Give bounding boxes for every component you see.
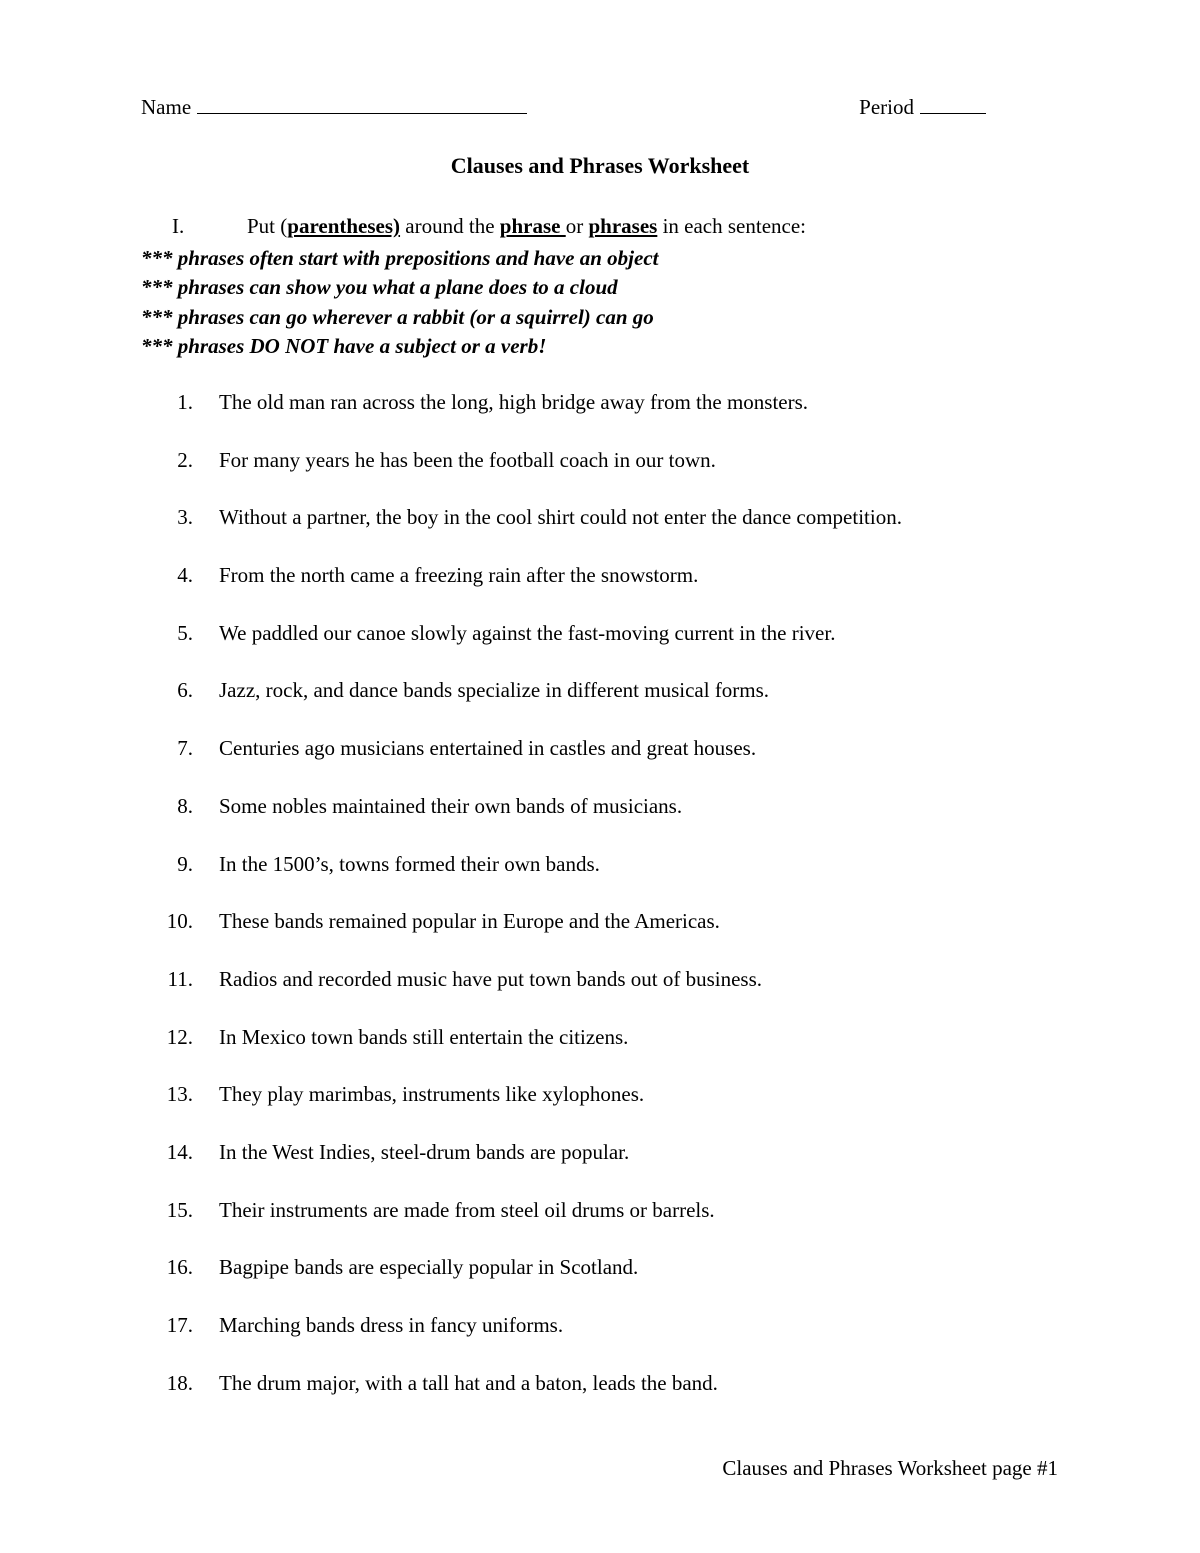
sentence-number: 13. — [166, 1082, 193, 1107]
sentence-number: 15. — [166, 1197, 193, 1222]
sentence-text: Some nobles maintained their own bands of musicians. — [219, 793, 683, 818]
sentence-number: 3. — [177, 505, 193, 530]
period-blank-line[interactable] — [920, 93, 986, 114]
sentence-text: The old man ran across the long, high bridge away from the monsters. — [219, 390, 809, 414]
sentence-text: We paddled our canoe slowly against the fast-moving current in the river. — [219, 620, 836, 645]
sentence-text: Radios and recorded music have put town bands out of business. — [219, 966, 762, 991]
tip-item: *** phrases can go wherever a rabbit (or a squirrel) can go — [141, 304, 654, 329]
page-footer: Clauses and Phrases Worksheet page #1 — [722, 1456, 1058, 1480]
sentence-text: Centuries ago musicians entertained in castles and great houses. — [219, 736, 757, 761]
sentence-number: 16. — [166, 1255, 193, 1280]
page-title: Clauses and Phrases Worksheet — [450, 153, 750, 178]
name-label: Name — [141, 95, 192, 119]
period-label: Period — [859, 95, 914, 119]
sentence-number: 10. — [166, 909, 193, 934]
sentence-number: 12. — [166, 1024, 193, 1049]
tips-list — [141, 244, 658, 361]
header-row — [141, 93, 986, 123]
instruction-text-3: or — [565, 214, 589, 238]
period-field — [859, 93, 986, 120]
sentence-text: The drum major, with a tall hat and a baton, leads the band. — [219, 1370, 718, 1395]
instruction-emphasis-phrases: phrases — [588, 214, 658, 238]
sentence-number: 7. — [177, 736, 193, 761]
sentence-number: 4. — [177, 563, 193, 588]
sentence-text: From the north came a freezing rain after the snowstorm. — [219, 563, 699, 588]
sentence-text: In the West Indies, steel-drum bands are popular. — [219, 1139, 630, 1164]
sentence-text: Bagpipe bands are especially popular in Scotland. — [219, 1255, 639, 1280]
sentence-number: 17. — [166, 1313, 193, 1337]
sentence-text: Without a partner, the boy in the cool shirt could not enter the dance competition. — [219, 505, 902, 530]
tip-item: *** phrases can show you what a plane does to a cloud — [141, 275, 618, 300]
tip-item: *** phrases often start with prepositions and have an object — [141, 246, 659, 270]
section-numeral: I. — [172, 214, 185, 238]
sentence-number: 2. — [177, 447, 193, 472]
sentence-text: In the 1500’s, towns formed their own bands. — [219, 851, 600, 876]
instruction-emphasis-phrase: phrase — [499, 214, 566, 238]
name-field — [141, 93, 527, 120]
sentence-text: They play marimbas, instruments like xylophones. — [219, 1082, 645, 1107]
sentence-text: For many years he has been the football coach in our town. — [219, 447, 716, 472]
sentence-number: 1. — [177, 390, 193, 414]
instruction-line — [172, 214, 806, 239]
instruction-emphasis-parentheses: parentheses) — [287, 214, 401, 238]
sentence-number: 6. — [177, 678, 193, 703]
instruction-text-4: in each sentence: — [657, 214, 806, 238]
instruction-text-1: Put ( — [247, 214, 288, 238]
sentence-text: Jazz, rock, and dance bands specialize in different musical forms. — [219, 678, 770, 703]
tip-item: *** phrases DO NOT have a subject or a verb! — [141, 333, 547, 358]
sentence-text: Marching bands dress in fancy uniforms. — [219, 1313, 564, 1337]
sentence-text: These bands remained popular in Europe and the Americas. — [219, 909, 720, 934]
sentence-number: 11. — [167, 966, 193, 991]
sentence-text: In Mexico town bands still entertain the citizens. — [219, 1024, 629, 1049]
sentence-number: 5. — [177, 620, 193, 645]
name-blank-line[interactable] — [197, 93, 527, 114]
instruction-text-2: around the — [400, 214, 500, 238]
sentence-number: 8. — [177, 793, 193, 818]
sentence-number: 14. — [166, 1139, 193, 1164]
sentence-number: 18. — [166, 1370, 193, 1395]
sentence-number: 9. — [177, 851, 193, 876]
sentence-text: Their instruments are made from steel oil drums or barrels. — [219, 1197, 715, 1222]
